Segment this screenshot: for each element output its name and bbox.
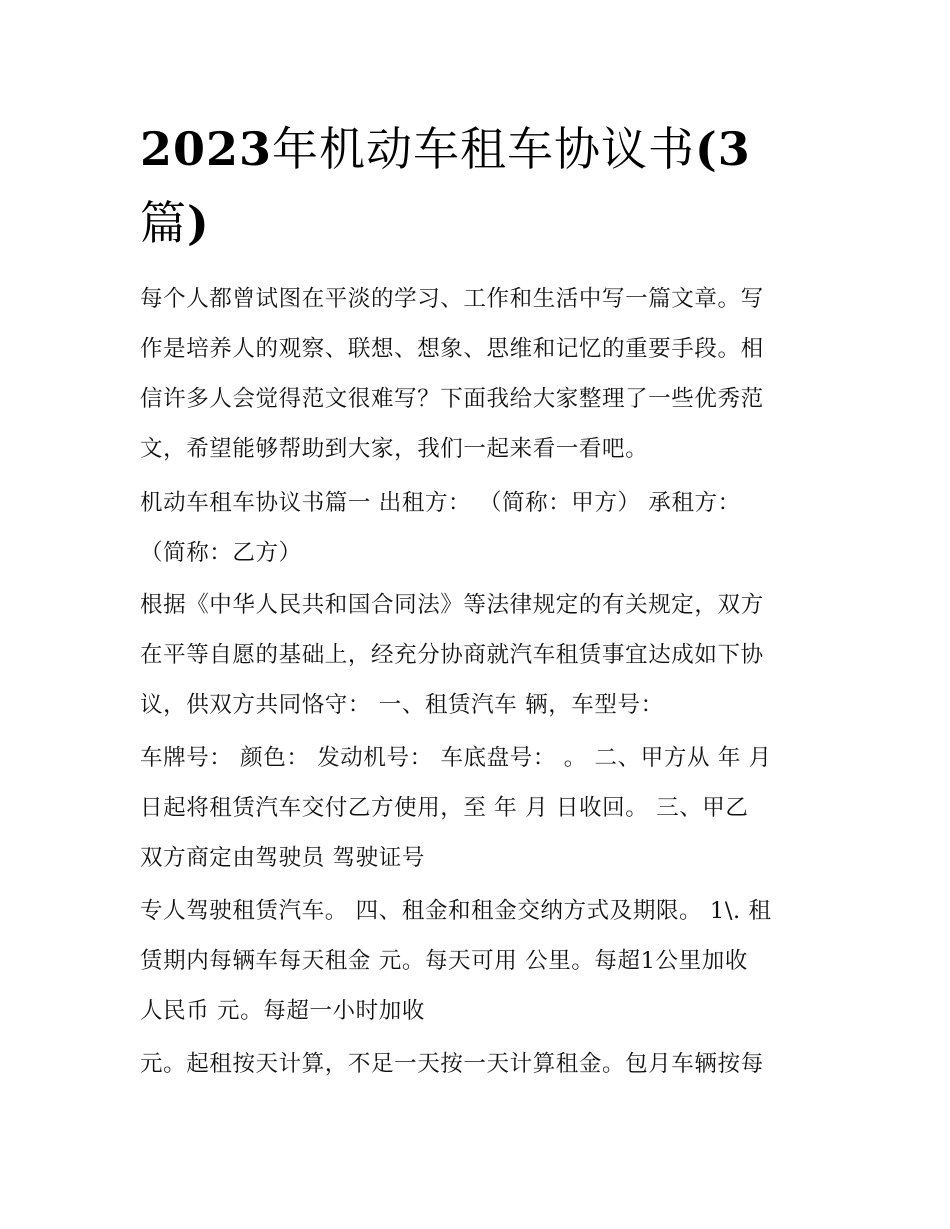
- paragraph-line: （简称：乙方）: [140, 540, 302, 566]
- title-line-1: 2023年机动车租车协议书(3: [140, 122, 751, 176]
- paragraph-line: 议，供双方共同恪守： 一、租赁汽车 辆，车型号：: [140, 692, 664, 718]
- paragraph-line: 每个人都曾试图在平淡的学习、工作和生活中写一篇文章。写: [140, 286, 764, 312]
- paragraph-line: 元。起租按天计算，不足一天按一天计算租金。包月车辆按每: [140, 1051, 764, 1077]
- paragraph-line: 作是培养人的观察、联想、想象、思维和记忆的重要手段。相: [140, 336, 764, 362]
- paragraph-line: 赁期内每辆车每天租金 元。每天可用 公里。每超1公里加收: [140, 948, 748, 974]
- paragraph-agreement-heading: [140, 478, 820, 578]
- paragraph-line: 信许多人会觉得范文很难写？下面我给大家整理了一些优秀范: [140, 386, 764, 412]
- paragraph-legal-basis: [140, 580, 820, 730]
- paragraph-line: 双方商定由驾驶员 驾驶证号: [140, 845, 425, 871]
- paragraph-line: 人民币 元。每超一小时加收: [140, 998, 425, 1024]
- paragraph-line: 专人驾驶租赁汽车。 四、租金和租金交纳方式及期限。 1\. 租: [140, 898, 772, 924]
- paragraph-line: 车牌号： 颜色： 发动机号： 车底盘号： 。 二、甲方从 年 月: [140, 745, 772, 771]
- paragraph-driver-rent: [140, 886, 820, 1036]
- paragraph-line: 文，希望能够帮助到大家，我们一起来看一看吧。: [140, 436, 649, 462]
- document-title: [140, 112, 820, 260]
- paragraph-line: 根据《中华人民共和国合同法》等法律规定的有关规定，双方: [140, 592, 764, 618]
- paragraph-line: 日起将租赁汽车交付乙方使用，至 年 月 日收回。 三、甲乙: [140, 795, 749, 821]
- title-line-2: 篇): [140, 196, 210, 250]
- paragraph-intro: [140, 274, 820, 474]
- paragraph-line: 机动车租车协议书篇一 出租方： （简称：甲方） 承租方：: [140, 490, 741, 516]
- paragraph-vehicle-info: [140, 733, 820, 883]
- paragraph-line: 在平等自愿的基础上，经充分协商就汽车租赁事宜达成如下协: [140, 642, 764, 668]
- paragraph-rent-calculation: [140, 1039, 820, 1089]
